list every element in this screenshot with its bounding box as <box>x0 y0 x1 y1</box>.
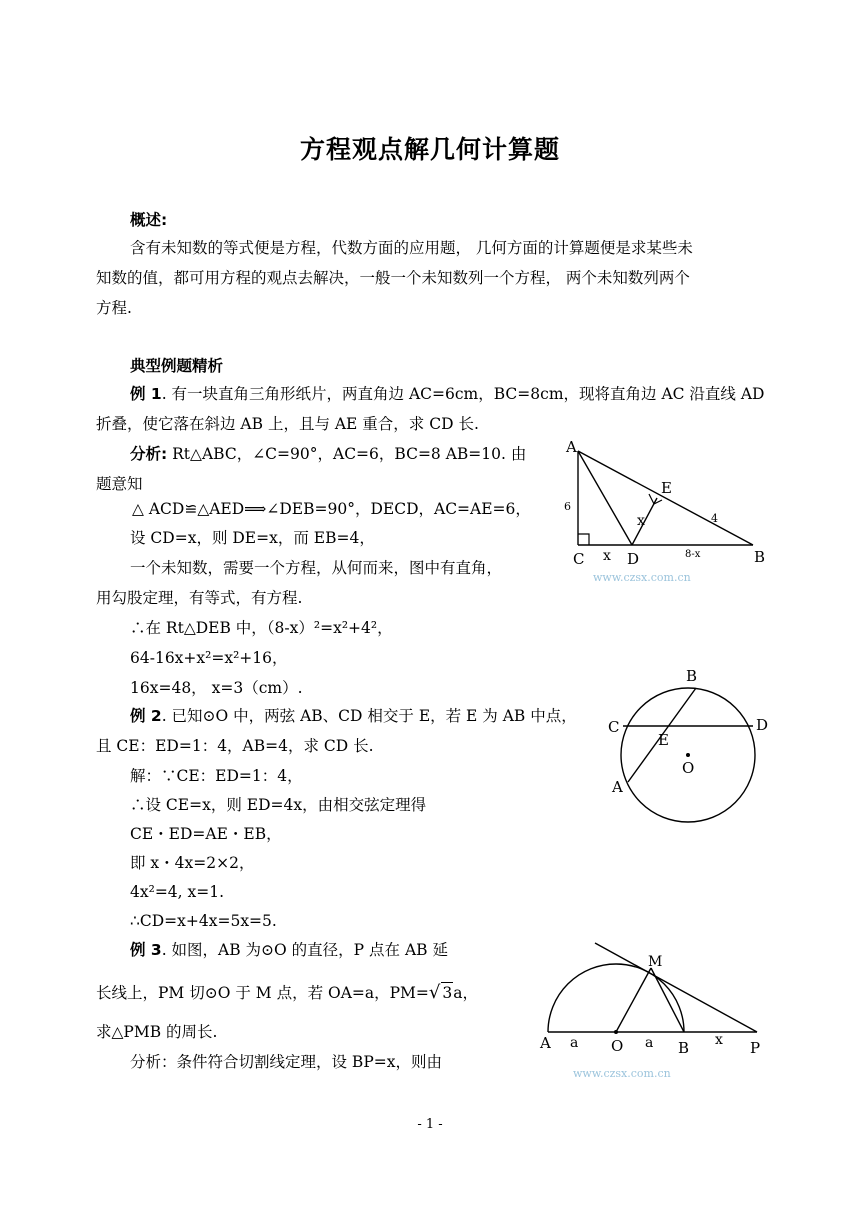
example-1-line: 设 CD=x，则 DE=x，而 EB=4， <box>130 529 375 547</box>
point-label: D <box>627 550 640 568</box>
example-2-line: CE・ED=AE・EB， <box>130 825 282 843</box>
example-text: a， <box>453 984 479 1002</box>
point-label: C <box>608 718 620 736</box>
point-label: E <box>661 479 672 497</box>
segment-label: 4 <box>711 512 718 525</box>
segment-label: a <box>645 1035 654 1051</box>
example-1-line: 一个未知数，需要一个方程，从何而来，图中有直角， <box>130 559 503 577</box>
page-number: - 1 - <box>417 1117 443 1132</box>
example-3-line <box>96 982 478 1003</box>
page-title: 方程观点解几何计算题 <box>299 135 560 164</box>
point-label: P <box>750 1039 761 1057</box>
example-1-line: △ ACD≌△AED⟹∠DEB=90°，DECD，AC=AE=6， <box>132 500 531 518</box>
example-2-line: 4x²=4, x=1. <box>130 883 225 901</box>
example-1-line: 64-16x+x²=x²+16， <box>130 649 288 667</box>
figure-circle-chords <box>600 660 780 840</box>
example-text: . 有一块直角三角形纸片，两直角边 AC=6cm，BC=8cm，现将直角边 AC 沿直线 AD <box>161 385 765 403</box>
point-label: A <box>612 778 623 796</box>
overview-line: 含有未知数的等式便是方程，代数方面的应用题， 几何方面的计算题便是求某些未 <box>130 239 693 257</box>
point-label: B <box>754 548 766 566</box>
point-label: B <box>686 667 698 685</box>
example-3-line: 求△PMB 的周长. <box>96 1023 218 1041</box>
watermark: www.czsx.com.cn <box>593 571 691 584</box>
overview-heading: 概述: <box>130 211 168 229</box>
point-label: B <box>678 1039 690 1057</box>
example-2-line: 即 x・4x=2×2， <box>130 854 255 872</box>
example-label: 例 3 <box>130 941 162 959</box>
analysis-label: 分析: <box>130 445 168 463</box>
segment-label: x <box>715 1032 723 1048</box>
point-label: C <box>573 550 585 568</box>
segment-label: 8-x <box>685 549 701 560</box>
point-label: D <box>756 716 769 734</box>
segment-label: a <box>570 1035 579 1051</box>
figure-semicircle-tangent <box>535 935 765 1085</box>
point-label: M <box>648 954 663 970</box>
example-1-line: 题意知 <box>96 475 143 493</box>
point-label: O <box>682 759 695 777</box>
square-root: √ 3 <box>428 982 453 1003</box>
point-label: E <box>658 731 669 749</box>
section-heading: 典型例题精析 <box>130 357 224 375</box>
segment-label: x <box>603 548 611 564</box>
point-label: A <box>566 438 577 456</box>
example-2-line: 且 CE：ED=1：4，AB=4，求 CD 长. <box>96 737 374 755</box>
example-1-line: 用勾股定理，有等式，有方程. <box>96 589 303 607</box>
overview-line: 方程. <box>96 299 132 317</box>
radicand: 3 <box>442 984 453 1002</box>
example-2-line: 解：∵CE：ED=1：4， <box>130 767 303 785</box>
example-text: . 如图，AB 为⊙O 的直径，P 点在 AB 延 <box>161 941 448 959</box>
example-2-line: ∴设 CE=x，则 ED=4x，由相交弦定理得 <box>130 796 427 814</box>
example-text: 长线上，PM 切⊙O 于 M 点，若 OA=a，PM= <box>96 984 429 1002</box>
example-3-line: 分析：条件符合切割线定理，设 BP=x，则由 <box>130 1053 442 1071</box>
example-text: . 已知⊙O 中，两弦 AB、CD 相交于 E，若 E 为 AB 中点， <box>161 707 577 725</box>
example-1-line: 16x=48， x=3（cm）. <box>130 679 303 697</box>
point-label: O <box>611 1037 624 1055</box>
analysis-text: Rt△ABC，∠C=90°，AC=6，BC=8 AB=10. 由 <box>172 445 527 463</box>
example-label: 例 1 <box>130 385 162 403</box>
overview-line: 知数的值，都可用方程的观点去解决，一般一个未知数列一个方程， 两个未知数列两个 <box>96 269 690 287</box>
point-label: A <box>540 1034 551 1052</box>
watermark: www.czsx.com.cn <box>573 1067 671 1080</box>
segment-label: x <box>637 513 645 529</box>
example-2-line: ∴CD=x+4x=5x=5. <box>130 912 277 930</box>
example-1-line <box>130 384 764 404</box>
example-label: 例 2 <box>130 707 162 725</box>
example-3-line <box>130 940 448 960</box>
segment-label: 6 <box>564 500 571 513</box>
figure-triangle <box>555 435 770 590</box>
example-1-line: ∴在 Rt△DEB 中，（8-x）²=x²+4²， <box>130 619 393 637</box>
example-1-line: 折叠，使它落在斜边 AB 上，且与 AE 重合，求 CD 长. <box>96 415 479 433</box>
example-1-line <box>130 444 526 464</box>
example-2-line <box>130 706 577 726</box>
